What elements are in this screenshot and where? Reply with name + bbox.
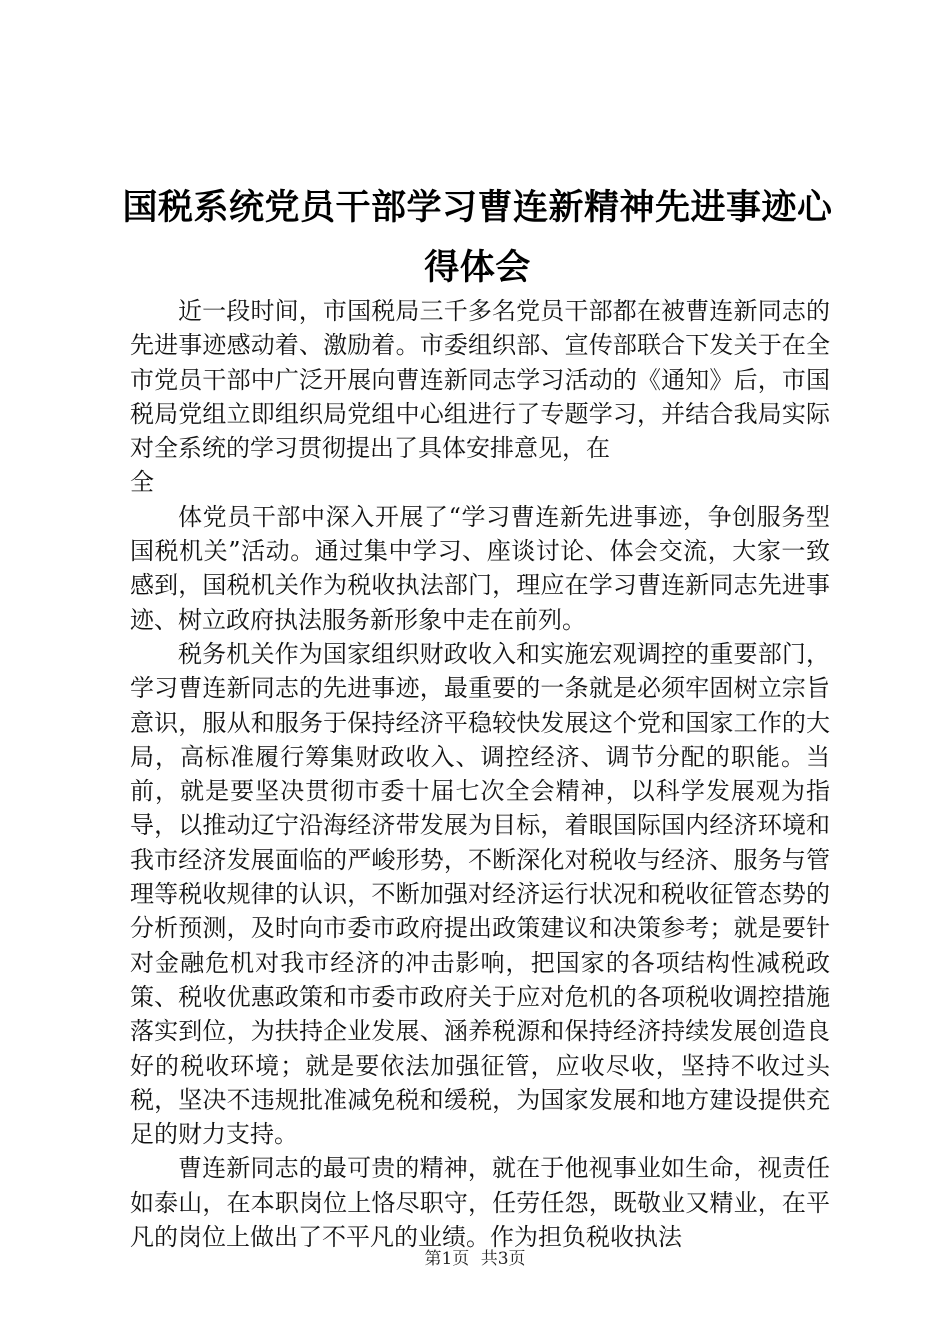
page-total: 共3页 xyxy=(480,1249,526,1269)
page-footer xyxy=(0,1244,950,1269)
title-line-1: 国税系统党员干部学习曹连新精神先进事迹心 xyxy=(122,188,833,228)
document-title xyxy=(120,178,835,298)
paragraph-3: 税务机关作为国家组织财政收入和实施宏观调控的重要部门，学习曹连新同志的先进事迹，最重要的一条就是必须牢固树立宗旨意识，服从和服务于保持经济平稳较快发展这个党和国家工作的大局，高标准履行筹集财政收入、调控经济、调节分配的职能。当前，就是要坚决贯彻市委十届七次全会精神，以科学发展观为指导，以推动辽宁沿海经济带发展为目标，着眼国际国内经济环境和我市经济发展面临的严峻形势，不断深化对税收与经济、服务与管理等税收规律的认识，不断加强对经济运行状况和税收征管态势的分析预测，及时向市委市政府提出政策建议和决策参考；就是要针对金融危机对我市经济的冲击影响，把国家的各项结构性减税政策、税收优惠政策和市委市政府关于应对危机的各项税收调控措施落实到位，为扶持企业发展、涵养税源和保持经济持续发展创造良好的税收环境；就是要依法加强征管，应收尽收，坚持不收过头税，坚决不违规批准减免税和缓税，为国家发展和地方建设提供充足的财力支持。 xyxy=(130,639,830,1149)
paragraph-4: 曹连新同志的最可贵的精神，就在于他视事业如生命，视责任如泰山，在本职岗位上恪尽职守，任劳任怨，既敬业又精业，在平凡的岗位上做出了不平凡的业绩。作为担负税收执法 xyxy=(130,1154,830,1252)
paragraph-2: 体党员干部中深入开展了“学习曹连新先进事迹，争创服务型国税机关”活动。通过集中学习、座谈讨论、体会交流，大家一致感到，国税机关作为税收执法部门，理应在学习曹连新同志先进事迹、树立政府执法服务新形象中走在前列。 xyxy=(130,502,830,634)
title-line-2: 得体会 xyxy=(424,248,531,288)
paragraph-1: 近一段时间，市国税局三千多名党员干部都在被曹连新同志的先进事迹感动着、激励着。市委组织部、宣传部联合下发关于在全市党员干部中广泛开展向曹连新同志学习活动的《通知》后，市国税局党组立即组织局党组中心组进行了专题学习，并结合我局实际对全系统的学习贯彻提出了具体安排意见，在 xyxy=(130,297,830,463)
page-number: 第1页 xyxy=(424,1249,470,1269)
document-body xyxy=(130,294,830,1254)
paragraph-1-tail: 全 xyxy=(130,468,154,497)
